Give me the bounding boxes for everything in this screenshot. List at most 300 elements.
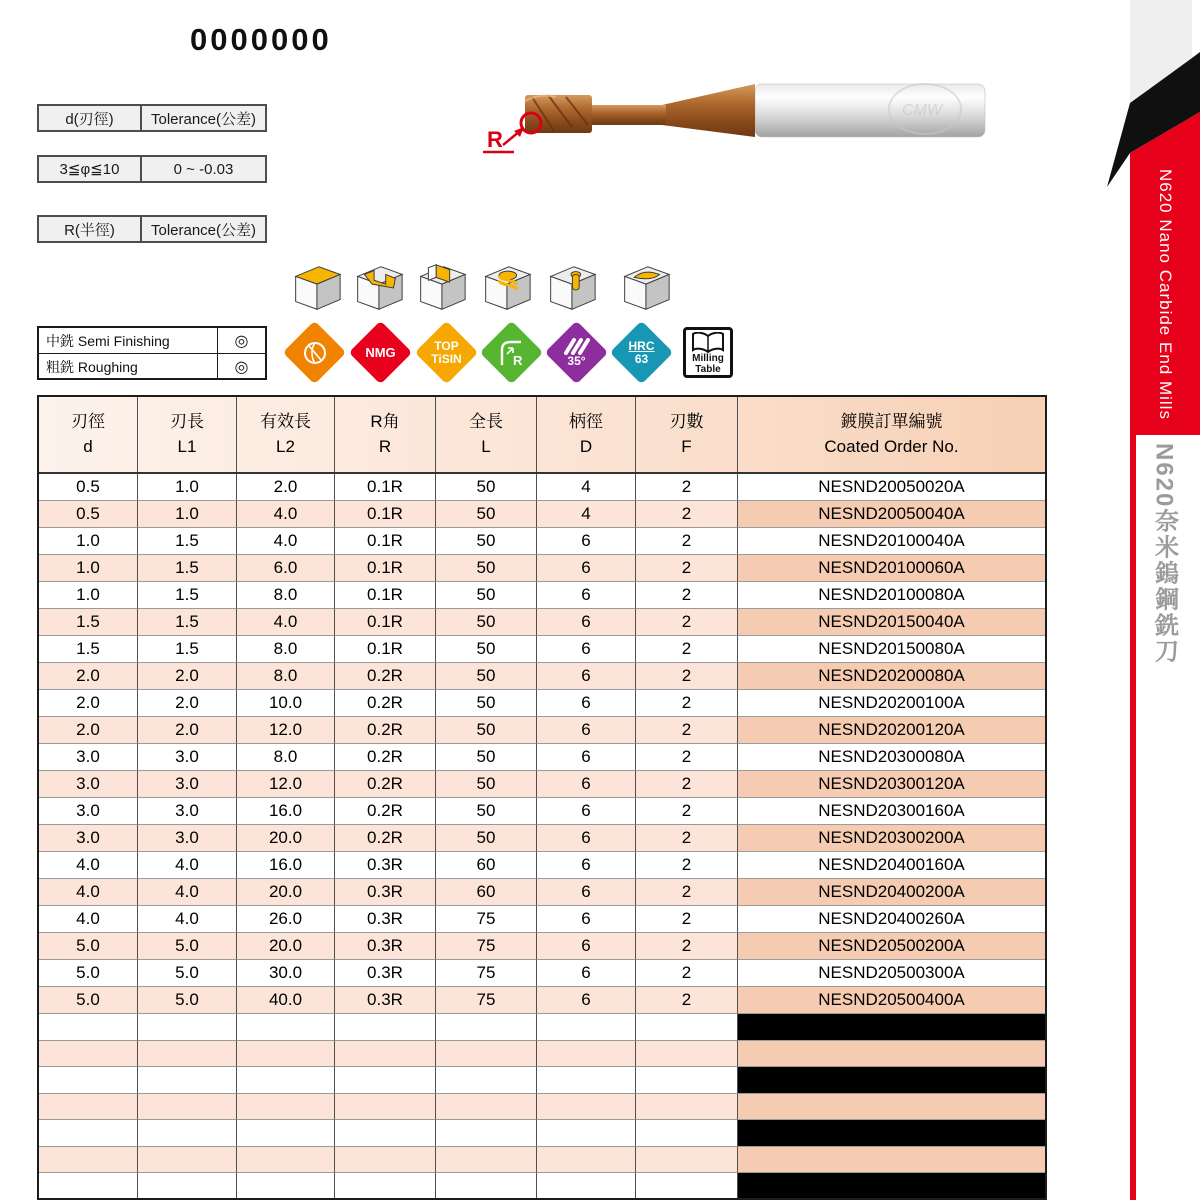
spec-cell: 5.0 (39, 933, 138, 960)
hardness-value: 63 (634, 351, 649, 366)
order-no-cell: NESND20500400A (738, 987, 1045, 1014)
column-header: R角 R (335, 397, 436, 472)
spec-cell: 6 (537, 960, 636, 987)
ball-endmill-badge (283, 321, 347, 385)
spec-cell (636, 1094, 738, 1121)
spec-cell (237, 1067, 335, 1094)
spec-cell (537, 1173, 636, 1200)
spec-cell: 16.0 (237, 798, 335, 825)
spec-cell (436, 1173, 537, 1200)
spec-cell: 50 (436, 582, 537, 609)
spec-cell: 2 (636, 825, 738, 852)
spec-cell: 2.0 (39, 717, 138, 744)
spec-cell: 1.5 (39, 609, 138, 636)
spec-cell (237, 1173, 335, 1200)
spec-cell: 6 (537, 555, 636, 582)
table-row (39, 1147, 1045, 1174)
spec-cell: 3.0 (138, 771, 237, 798)
d-tolerance-header (37, 104, 267, 132)
spec-cell (138, 1041, 237, 1068)
d-tolerance-value (37, 155, 267, 183)
order-no-cell (738, 1120, 1045, 1147)
helical-milling-icon (476, 262, 534, 314)
spec-cell (39, 1094, 138, 1121)
spec-cell (39, 1120, 138, 1147)
spec-cell: 10.0 (237, 690, 335, 717)
helix-angle-badge (545, 321, 609, 385)
table-row (39, 1173, 1045, 1200)
spec-cell: 50 (436, 663, 537, 690)
series-title-en: N620 Nano Carbide End Mills (1156, 168, 1175, 420)
order-no-cell: NESND20400260A (738, 906, 1045, 933)
spec-cell (537, 1067, 636, 1094)
spec-cell: 2.0 (138, 663, 237, 690)
d-range: 3≦φ≦10 (39, 157, 142, 181)
nmg-label: NMG (365, 344, 396, 360)
spec-cell: 50 (436, 771, 537, 798)
grade-label-semi-finishing: 中銑 Semi Finishing (46, 332, 170, 349)
spec-cell: 50 (436, 474, 537, 501)
side-milling-icon (411, 262, 469, 314)
spec-cell: 1.5 (138, 555, 237, 582)
spec-cell: 4 (537, 501, 636, 528)
spec-cell: 6 (537, 744, 636, 771)
column-header: 刃長 L1 (138, 397, 237, 472)
spec-cell (237, 1014, 335, 1041)
svg-text:R: R (512, 352, 522, 368)
order-no-cell (738, 1094, 1045, 1121)
table-row (39, 987, 1045, 1014)
corner-radius-icon (495, 336, 529, 370)
spec-cell: 0.1R (335, 582, 436, 609)
spec-cell (138, 1120, 237, 1147)
coating-line2: TiSIN (431, 351, 462, 366)
spec-cell: 1.5 (138, 582, 237, 609)
table-row (39, 1120, 1045, 1147)
spec-cell: 50 (436, 501, 537, 528)
spec-cell: 0.1R (335, 528, 436, 555)
slot-milling-icon (348, 262, 406, 314)
spec-cell (138, 1014, 237, 1041)
spec-cell: 8.0 (237, 663, 335, 690)
spec-cell: 2 (636, 744, 738, 771)
table-row (39, 555, 1045, 582)
spec-table-header (39, 397, 1045, 474)
spec-cell: 4.0 (39, 906, 138, 933)
spec-cell: 6 (537, 825, 636, 852)
table-row (39, 690, 1045, 717)
spec-cell (335, 1014, 436, 1041)
spec-cell: 0.1R (335, 555, 436, 582)
order-no-cell: NESND20150080A (738, 636, 1045, 663)
helix-angle-label: 35° (567, 353, 586, 368)
spec-cell: 2 (636, 474, 738, 501)
spec-cell (39, 1147, 138, 1174)
spec-cell (636, 1173, 738, 1200)
spec-cell: 3.0 (138, 744, 237, 771)
order-no-cell (738, 1014, 1045, 1041)
spec-cell: 6 (537, 987, 636, 1014)
order-no-cell: NESND20500300A (738, 960, 1045, 987)
spec-cell: 8.0 (237, 582, 335, 609)
order-no-cell (738, 1067, 1045, 1094)
spec-cell: 0.2R (335, 717, 436, 744)
spec-cell: 4.0 (138, 852, 237, 879)
column-header: 刃數 F (636, 397, 738, 472)
spec-cell: 3.0 (39, 744, 138, 771)
spec-cell (636, 1014, 738, 1041)
table-row (39, 825, 1045, 852)
order-no-cell: NESND20300160A (738, 798, 1045, 825)
column-header: 有效長 L2 (237, 397, 335, 472)
spec-cell: 5.0 (39, 987, 138, 1014)
column-header: 鍍膜訂單編號 Coated Order No. (824, 411, 959, 456)
spec-cell: 0.1R (335, 636, 436, 663)
spec-cell: 2 (636, 798, 738, 825)
spec-cell: 2 (636, 987, 738, 1014)
spec-cell: 4.0 (237, 609, 335, 636)
table-row (39, 609, 1045, 636)
spec-cell (537, 1041, 636, 1068)
spec-cell: 8.0 (237, 744, 335, 771)
hardness-scale-label: HRC (628, 338, 655, 353)
order-no-cell: NESND20200120A (738, 717, 1045, 744)
spec-cell: 20.0 (237, 933, 335, 960)
order-no-cell: NESND20100040A (738, 528, 1045, 555)
spec-cell: 6 (537, 771, 636, 798)
spec-cell: 60 (436, 879, 537, 906)
spec-cell: 2 (636, 663, 738, 690)
spec-cell: 20.0 (237, 825, 335, 852)
spec-cell (537, 1014, 636, 1041)
spec-cell (436, 1014, 537, 1041)
spec-cell: 2 (636, 717, 738, 744)
table-row (39, 798, 1045, 825)
spec-cell: 2 (636, 636, 738, 663)
order-no-cell: NESND20100080A (738, 582, 1045, 609)
column-header: 刃徑 d (39, 397, 138, 472)
spec-cell: 6.0 (237, 555, 335, 582)
spec-cell (39, 1173, 138, 1200)
spec-cell (537, 1147, 636, 1174)
spec-cell (237, 1041, 335, 1068)
spec-cell: 2 (636, 960, 738, 987)
spec-cell: 4.0 (138, 879, 237, 906)
radius-label: R (487, 127, 503, 152)
spec-cell: 50 (436, 555, 537, 582)
spec-cell (537, 1120, 636, 1147)
table-row (39, 852, 1045, 879)
table-row (39, 582, 1045, 609)
spec-cell: 12.0 (237, 717, 335, 744)
spec-cell: 0.2R (335, 690, 436, 717)
spec-cell (138, 1173, 237, 1200)
table-row (39, 771, 1045, 798)
column-header: 柄徑 D (537, 397, 636, 472)
spec-cell: 40.0 (237, 987, 335, 1014)
spec-cell: 5.0 (39, 960, 138, 987)
spec-cell: 4.0 (39, 879, 138, 906)
spec-cell: 0.1R (335, 609, 436, 636)
spec-cell: 1.0 (39, 582, 138, 609)
nmg-badge (349, 321, 413, 385)
spec-cell: 1.5 (39, 636, 138, 663)
order-no-cell: NESND20300120A (738, 771, 1045, 798)
spec-cell: 6 (537, 609, 636, 636)
open-book-icon (690, 332, 726, 354)
hardness-badge (610, 321, 674, 385)
table-row (39, 328, 265, 354)
spec-cell: 0.3R (335, 852, 436, 879)
spec-cell: 75 (436, 906, 537, 933)
spec-cell: 75 (436, 960, 537, 987)
order-no-cell: NESND20300080A (738, 744, 1045, 771)
spec-cell: 0.3R (335, 879, 436, 906)
table-row (39, 1094, 1045, 1121)
page-title: 0000000 (190, 22, 332, 57)
column-header: 全長 L (436, 397, 537, 472)
milling-grade-table (37, 326, 267, 380)
spec-cell: 50 (436, 636, 537, 663)
spec-cell: 4.0 (237, 528, 335, 555)
milling-table-line1: Milling (692, 353, 724, 364)
spec-cell: 2 (636, 528, 738, 555)
spec-cell: 6 (537, 879, 636, 906)
order-no-cell: NESND20400200A (738, 879, 1045, 906)
spec-cell: 3.0 (138, 825, 237, 852)
spec-cell: 6 (537, 906, 636, 933)
spec-cell: 6 (537, 582, 636, 609)
spec-cell: 2.0 (39, 663, 138, 690)
r-tolerance-header (37, 215, 267, 243)
spec-cell: 1.0 (138, 501, 237, 528)
spec-table-body (39, 474, 1045, 1200)
spec-cell (39, 1067, 138, 1094)
spec-cell: 0.5 (39, 501, 138, 528)
spec-cell: 3.0 (138, 798, 237, 825)
spec-cell (335, 1094, 436, 1121)
grade-mark-semi-finishing: ◎ (217, 328, 265, 353)
spec-cell: 2 (636, 852, 738, 879)
spec-cell: 6 (537, 690, 636, 717)
spec-cell: 6 (537, 663, 636, 690)
spec-cell: 60 (436, 852, 537, 879)
spec-cell (335, 1173, 436, 1200)
order-no-cell: NESND20500200A (738, 933, 1045, 960)
spec-cell: 50 (436, 528, 537, 555)
spec-cell: 1.0 (39, 528, 138, 555)
spec-cell (636, 1120, 738, 1147)
spec-cell: 2 (636, 690, 738, 717)
spec-cell: 0.3R (335, 960, 436, 987)
spec-cell: 0.3R (335, 933, 436, 960)
spec-cell: 0.2R (335, 825, 436, 852)
spec-cell: 2 (636, 582, 738, 609)
spec-cell (436, 1120, 537, 1147)
spec-cell (138, 1067, 237, 1094)
spec-cell: 2 (636, 771, 738, 798)
spec-cell: 1.5 (138, 609, 237, 636)
spec-cell (39, 1041, 138, 1068)
d-tolerance-title: Tolerance(公差) (150, 110, 257, 128)
table-row (39, 1014, 1045, 1041)
table-row (39, 744, 1045, 771)
spec-cell: 2 (636, 879, 738, 906)
spec-cell: 50 (436, 690, 537, 717)
table-row (39, 1041, 1045, 1068)
table-row (39, 1067, 1045, 1094)
helix-flutes-icon (562, 338, 592, 355)
spec-cell: 1.5 (138, 528, 237, 555)
spec-cell (636, 1147, 738, 1174)
spec-cell (237, 1094, 335, 1121)
face-milling-icon (286, 262, 344, 314)
spec-cell: 50 (436, 744, 537, 771)
spec-cell (436, 1067, 537, 1094)
spec-cell: 4.0 (138, 906, 237, 933)
spec-cell (436, 1041, 537, 1068)
series-title-zh: N620奈米鎢鋼銑刀 (1150, 443, 1178, 665)
spec-cell: 0.2R (335, 771, 436, 798)
table-row (39, 879, 1045, 906)
spec-cell: 50 (436, 798, 537, 825)
spec-cell: 2.0 (138, 717, 237, 744)
spec-cell: 50 (436, 717, 537, 744)
table-row (39, 501, 1045, 528)
spec-cell: 3.0 (39, 825, 138, 852)
spec-cell: 0.2R (335, 744, 436, 771)
spec-cell: 20.0 (237, 879, 335, 906)
spec-cell: 6 (537, 852, 636, 879)
corner-radius-badge (480, 321, 544, 385)
spec-cell (636, 1041, 738, 1068)
d-tolerance: 0 ~ -0.03 (173, 160, 234, 178)
spec-cell: 0.3R (335, 987, 436, 1014)
spec-cell (636, 1067, 738, 1094)
spec-cell: 5.0 (138, 933, 237, 960)
spec-cell (537, 1094, 636, 1121)
spec-cell: 0.5 (39, 474, 138, 501)
curve-milling-icon (615, 262, 673, 314)
r-tolerance-title: Tolerance(公差) (150, 221, 257, 239)
table-row (39, 663, 1045, 690)
milling-table-badge (683, 327, 733, 378)
order-no-cell: NESND20200080A (738, 663, 1045, 690)
order-no-cell: NESND20150040A (738, 609, 1045, 636)
spec-cell (39, 1014, 138, 1041)
end-mill-photo (470, 45, 1010, 165)
spec-cell: 2 (636, 501, 738, 528)
spec-cell: 3.0 (39, 771, 138, 798)
spec-cell: 0.1R (335, 474, 436, 501)
spec-cell: 6 (537, 798, 636, 825)
spec-cell: 6 (537, 528, 636, 555)
spec-cell (138, 1094, 237, 1121)
order-no-cell: NESND20300200A (738, 825, 1045, 852)
r-tolerance-label: R(半徑) (39, 217, 142, 241)
order-no-cell: NESND20200100A (738, 690, 1045, 717)
tool-neck (586, 105, 666, 125)
spec-cell: 75 (436, 987, 537, 1014)
plunge-milling-icon (541, 262, 599, 314)
spec-cell (335, 1120, 436, 1147)
order-no-cell (738, 1147, 1045, 1174)
spec-cell: 50 (436, 609, 537, 636)
spec-cell: 0.2R (335, 663, 436, 690)
spec-cell: 2 (636, 933, 738, 960)
spec-cell (335, 1067, 436, 1094)
table-row (39, 354, 265, 379)
spec-cell: 26.0 (237, 906, 335, 933)
spec-cell: 2.0 (237, 474, 335, 501)
spec-cell (436, 1147, 537, 1174)
spec-cell: 1.0 (39, 555, 138, 582)
grade-mark-roughing: ◎ (217, 354, 265, 379)
table-row (39, 474, 1045, 501)
spec-cell: 3.0 (39, 798, 138, 825)
spec-cell: 6 (537, 933, 636, 960)
spec-cell: 2 (636, 906, 738, 933)
order-no-cell (738, 1173, 1045, 1200)
svg-text:CMW: CMW (902, 102, 942, 119)
grade-label-roughing: 粗銑 Roughing (46, 358, 138, 375)
milling-table-line2: Table (695, 363, 721, 375)
spec-cell: 1.5 (138, 636, 237, 663)
d-tolerance-label: d(刃徑) (39, 106, 142, 130)
spec-cell: 0.3R (335, 906, 436, 933)
spec-cell: 2.0 (138, 690, 237, 717)
spec-cell: 2 (636, 555, 738, 582)
table-row (39, 528, 1045, 555)
spec-cell: 5.0 (138, 960, 237, 987)
spec-cell: 8.0 (237, 636, 335, 663)
spec-cell: 6 (537, 717, 636, 744)
order-no-cell: NESND20100060A (738, 555, 1045, 582)
coating-line1: TOP (434, 338, 459, 353)
spec-cell (237, 1147, 335, 1174)
spec-cell: 4 (537, 474, 636, 501)
spec-cell: 0.2R (335, 798, 436, 825)
spec-cell: 2.0 (39, 690, 138, 717)
spec-cell: 16.0 (237, 852, 335, 879)
spec-cell: 6 (537, 636, 636, 663)
spec-cell: 4.0 (39, 852, 138, 879)
spec-cell: 1.0 (138, 474, 237, 501)
order-no-cell: NESND20400160A (738, 852, 1045, 879)
table-row (39, 933, 1045, 960)
spec-cell: 5.0 (138, 987, 237, 1014)
top-tisin-badge (415, 321, 479, 385)
tool-taper (662, 84, 755, 137)
spec-cell: 75 (436, 933, 537, 960)
order-no-cell (738, 1041, 1045, 1068)
spec-cell (138, 1147, 237, 1174)
ball-endmill-icon (300, 338, 330, 368)
spec-cell (335, 1147, 436, 1174)
spec-cell: 50 (436, 825, 537, 852)
table-row (39, 960, 1045, 987)
order-no-cell: NESND20050040A (738, 501, 1045, 528)
spec-cell: 4.0 (237, 501, 335, 528)
spec-cell (237, 1120, 335, 1147)
spec-cell: 2 (636, 609, 738, 636)
spec-cell (436, 1094, 537, 1121)
spec-cell: 0.1R (335, 501, 436, 528)
spec-cell: 30.0 (237, 960, 335, 987)
table-row (39, 906, 1045, 933)
table-row (39, 636, 1045, 663)
order-no-cell: NESND20050020A (738, 474, 1045, 501)
